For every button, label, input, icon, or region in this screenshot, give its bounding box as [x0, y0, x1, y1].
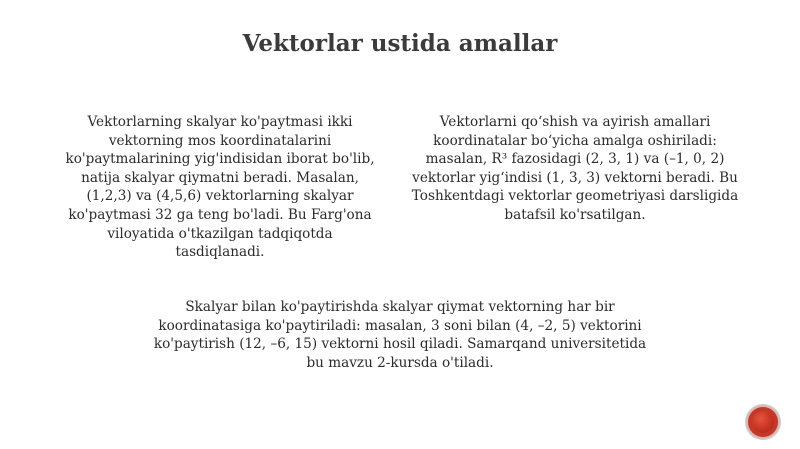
nav-button-inner	[752, 411, 774, 433]
slide-title: Vektorlar ustida amallar	[242, 30, 558, 57]
red-circle-icon[interactable]	[748, 407, 778, 437]
paragraph-dot-product: Vektorlarning skalyar ko'paytmasi ikki vektorning mos koordinatalarini ko'paytmalarining yig'indisidan iborat bo'lib, natija skalyar qiymatni beradi. Masalan, (1,2,3) va (4,5,6) vektorlarning skalyar ko'paytmasi 32 ga teng bo'ladi. Bu Farg'ona viloyatida o'tkazilgan tadqiqotda tasdiqlanadi.	[65, 114, 375, 261]
paragraph-addition-subtraction: Vektorlarni qo‘shish va ayirish amallari koordinatalar bo‘yicha amalga oshiriladi: masalan, R³ fazosidagi (2, 3, 1) va (–1, 0, 2) vektorlar yig‘indisi (1, 3, 3) vektorni beradi. Bu Toshkentdagi vektorlar geometriyasi darsligida batafsil ko'rsatilgan.	[411, 114, 739, 223]
paragraph-scalar-multiplication: Skalyar bilan ko'paytirishda skalyar qiymat vektorning har bir koordinatasiga ko'paytiriladi: masalan, 3 soni bilan (4, –2, 5) vektorini ko'paytirish (12, –6, 15) vektorni hosil qiladi. Samarqand universitetida bu mavzu 2-kursda o'tiladi.	[153, 299, 647, 371]
